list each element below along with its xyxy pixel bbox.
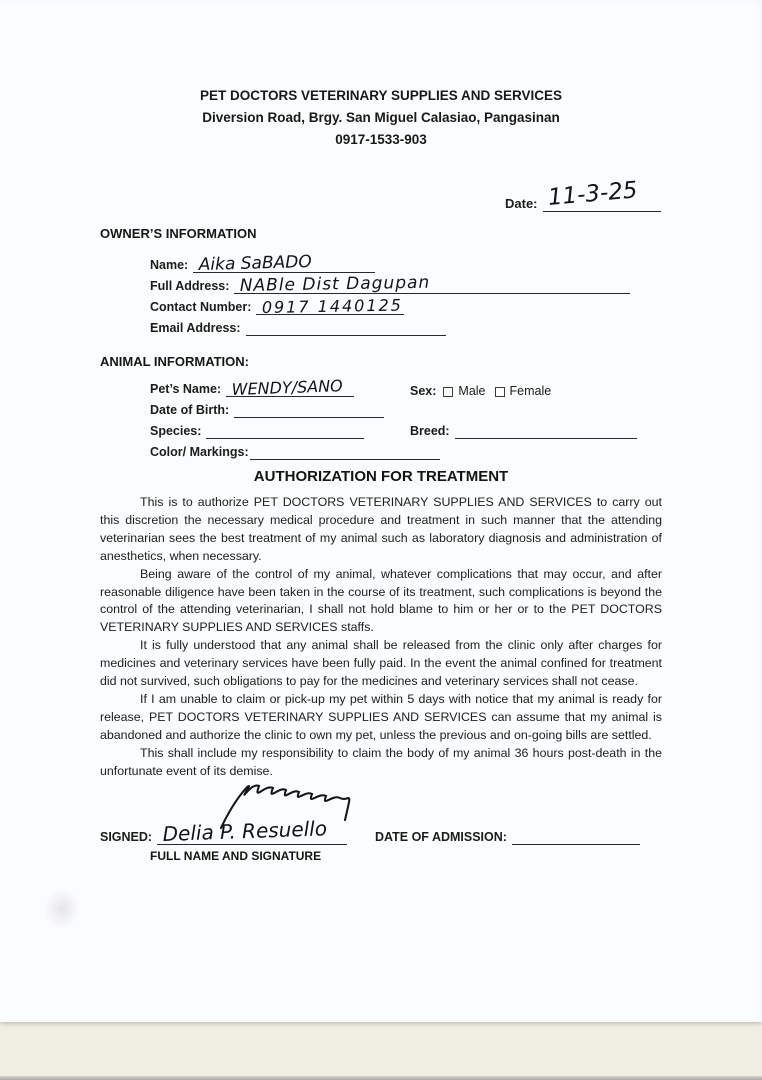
pet-name-label: Pet’s Name:: [150, 382, 222, 396]
clinic-name: PET DOCTORS VETERINARY SUPPLIES AND SERVICES: [199, 88, 563, 103]
owner-email-label: Email Address:: [150, 321, 241, 335]
species-label: Species:: [150, 424, 202, 438]
male-option-label: Male: [458, 384, 486, 398]
pet-name-line: [226, 376, 354, 399]
admission-date-label: DATE OF ADMISSION:: [375, 830, 507, 844]
owner-contact-label: Contact Number:: [150, 300, 252, 314]
scan-bottom-edge: [0, 1076, 762, 1080]
scan-smudge: [44, 888, 80, 930]
breed-label: Breed:: [410, 424, 450, 438]
authorization-title: AUTHORIZATION FOR TREATMENT: [253, 468, 509, 485]
admission-date-line: [512, 829, 640, 845]
authorization-paragraph-1: This is to authorize PET DOCTORS VETERINARY SUPPLIES AND SERVICES to carry out this discretion the necessary medical procedure and treatment in such manner that the attending veterinarian sees the best treatment of my animal such as laboratory diagnosis and administration of anesthetics, when necessary.: [100, 495, 662, 563]
breed-line: [455, 423, 637, 439]
female-option-label: Female: [509, 384, 552, 398]
owner-address-handwritten: NABle Dist Dagupan: [240, 272, 431, 296]
pet-name-handwritten: WENDY/SANO: [231, 376, 344, 399]
signed-handwritten-name: Delia P. Resuello: [162, 816, 328, 846]
admission-date-row: [375, 829, 640, 845]
dob-label: Date of Birth:: [150, 403, 230, 417]
pet-name-row: [150, 376, 354, 399]
owner-section-title: OWNER’S INFORMATION: [100, 226, 257, 241]
animal-section-title: ANIMAL INFORMATION:: [100, 354, 249, 369]
owner-name-label: Name:: [150, 258, 189, 272]
date-handwritten-value: 11-3-25: [546, 177, 639, 211]
color-markings-label: Color/ Markings:: [150, 445, 249, 459]
date-field-row: [505, 177, 661, 212]
female-checkbox: [495, 387, 505, 397]
owner-address-line: [234, 272, 630, 296]
dob-row: [150, 402, 384, 418]
owner-address-label: Full Address:: [150, 279, 230, 293]
owner-name-row: [150, 252, 375, 275]
species-line: [206, 423, 364, 439]
breed-row: [410, 423, 637, 439]
owner-name-line: [193, 252, 375, 275]
date-label: Date:: [505, 196, 538, 211]
owner-address-row: [150, 272, 630, 296]
authorization-paragraph-3: It is fully understood that any animal shall be released from the clinic only after charges for medicines and veterinary services have been fully paid. In the event the animal confined for treatment did not survived, such obligations to pay for the medicines and veterinary services shall not cease.: [100, 638, 662, 689]
full-name-signature-caption: FULL NAME AND SIGNATURE: [150, 849, 322, 863]
male-checkbox: [443, 387, 453, 397]
owner-contact-handwritten: 0917 1440125: [262, 295, 404, 317]
signed-line: [157, 816, 347, 846]
sex-label: Sex:: [410, 384, 437, 398]
owner-contact-line: [256, 295, 404, 317]
clinic-phone: 0917-1533-903: [335, 132, 427, 147]
signed-row: [100, 816, 347, 846]
clinic-address: Diversion Road, Brgy. San Miguel Calasiao, Pangasinan: [202, 110, 560, 125]
owner-name-handwritten: Aika SaBADO: [198, 252, 313, 275]
color-markings-row: [150, 444, 440, 460]
authorization-body: [100, 494, 662, 781]
date-line: [543, 177, 661, 212]
authorization-paragraph-4: If I am unable to claim or pick-up my pet within 5 days with notice that my animal is ready for release, PET DOCTORS VETERINARY SUPPLIES AND SERVICES can assume that my animal is abandoned and authorize the clinic to own my pet, unless the previous and on-going bills are settled.: [100, 691, 662, 742]
owner-email-line: [246, 320, 446, 336]
sex-field-group: [410, 383, 551, 399]
clinic-header: [0, 85, 762, 151]
owner-contact-row: [150, 295, 404, 317]
owner-email-row: [150, 320, 446, 336]
species-row: [150, 423, 364, 439]
authorization-paragraph-5: This shall include my responsibility to claim the body of my animal 36 hours post-death in the unfortunate event of its demise.: [100, 745, 662, 778]
dob-line: [234, 402, 384, 418]
signed-label: SIGNED:: [100, 830, 153, 844]
authorization-paragraph-2: Being aware of the control of my animal, whatever complications that may occur, and after reasonable diligence have been taken in the course of its treatment, such complications is beyond the control of the attending veterinarian, I shall not hold blame to him or her or to the PET DOCTORS VETERINARY SUPPLIES AND SERVICES staffs.: [100, 566, 662, 635]
color-markings-line: [250, 444, 440, 460]
